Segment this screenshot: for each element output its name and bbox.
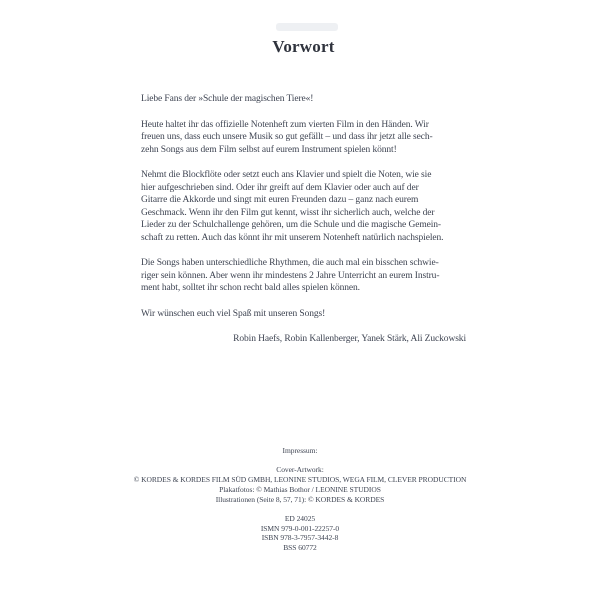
text-line: hier aufgeschrieben sind. Oder ihr greift auf dem Klavier oder auch auf der xyxy=(141,182,419,193)
closing-paragraph xyxy=(141,308,466,321)
scan-artifact xyxy=(276,23,338,31)
text-line: Gitarre die Akkorde und singt mit euren Freunden dazu – ganz nach eurem xyxy=(141,195,419,205)
authors-signature xyxy=(141,333,466,346)
foreword-text xyxy=(141,93,466,359)
page-title: Vorwort xyxy=(272,37,335,56)
text-line: Die Songs haben unterschiedliche Rhythmen, die auch mal ein bisschen schwie- xyxy=(141,258,439,268)
paragraph-1 xyxy=(141,119,466,157)
credit-line: © KORDES & KORDES FILM SÜD GMBH, LEONINE STUDIOS, WEGA FILM, CLEVER PRODUCTION xyxy=(133,475,467,485)
text-line: Robin Haefs, Robin Kallenberger, Yanek Stärk, Ali Zuckowski xyxy=(233,334,466,344)
paragraph-2 xyxy=(141,169,466,244)
text-line: Nehmt die Blockflöte oder setzt euch ans Klavier und spielt die Noten, wie sie xyxy=(141,170,432,180)
credit-line: Cover-Artwork: xyxy=(276,465,324,475)
credit-line: Plakatfotos: © Mathias Bothor / LEONINE STUDIOS xyxy=(219,484,381,494)
text-line: zehn Songs aus dem Film selbst auf eurem Instrument spielen könnt! xyxy=(141,144,397,155)
text-line: ment habt, solltet ihr schon recht bald alles spielen können. xyxy=(141,283,360,293)
text-line: Lieder zu der Schulchallenge gehören, um die Schule und die magische Gemein- xyxy=(141,220,441,230)
credit-line: Illustrationen (Seite 8, 57, 71): © KORDES & KORDES xyxy=(215,494,385,504)
text-line: Geschmack. Wenn ihr den Film gut kennt, wisst ihr sicherlich auch, welche der xyxy=(141,207,435,218)
text-line: freuen uns, dass euch unsere Musik so gut gefällt – und dass ihr jetzt alle sech- xyxy=(141,132,433,142)
edition-number: ED 24025 xyxy=(284,513,316,523)
text-line: riger sein können. Aber wenn ihr mindestens 2 Jahre Unterricht an eurem Instru- xyxy=(141,270,440,281)
text-line: Liebe Fans der »Schule der magischen Tiere«! xyxy=(141,94,314,104)
ismn-number: ISMN 979-0-001-22257-0 xyxy=(260,523,340,533)
impressum-credits xyxy=(130,465,470,504)
text-line: Wir wünschen euch viel Spaß mit unseren Songs! xyxy=(141,308,326,319)
text-line: schaft zu retten. Auch das könnt ihr mit unserem Notenheft natürlich nachspielen. xyxy=(141,232,444,243)
bss-number: BSS 60772 xyxy=(283,543,317,552)
greeting-paragraph xyxy=(141,93,466,106)
text-line: Heute haltet ihr das offizielle Notenheft zum vierten Film in den Händen. Wir xyxy=(141,119,429,130)
impressum-catalog-numbers xyxy=(130,514,470,553)
impressum-block xyxy=(130,446,470,553)
impressum-heading: Impressum: xyxy=(282,446,318,455)
isbn-number: ISBN 978-3-7957-3442-8 xyxy=(261,533,339,543)
paragraph-3 xyxy=(141,257,466,295)
